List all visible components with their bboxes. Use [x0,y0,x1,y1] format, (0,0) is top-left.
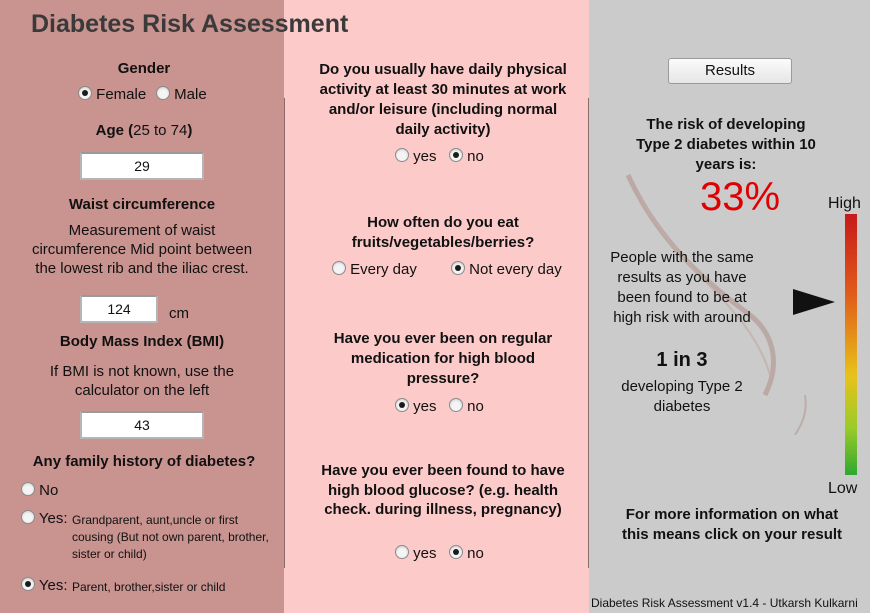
bp-no-label: no [467,398,484,415]
gender-female-radio[interactable] [78,86,92,100]
glucose-no-option[interactable] [449,545,484,562]
family-yes1-detail: Grandparent, aunt,uncle or first cousing (But not own parent, brother, sister or child) [72,513,269,561]
bp-no-option[interactable] [449,398,484,415]
gender-male-option[interactable] [156,86,207,103]
family-yes1-option[interactable] [21,510,68,527]
waist-label: Waist circumference [68,196,216,213]
bp-yes-label: yes [413,398,437,415]
divider-left [284,98,285,568]
results-button[interactable]: Results [668,58,792,84]
fruits-everyday-radio[interactable] [332,261,346,275]
glucose-yes-label: yes [413,545,437,562]
risk-ratio: 1 in 3 [656,349,708,371]
bp-no-radio[interactable] [449,398,463,412]
gender-male-radio[interactable] [156,86,170,100]
bmi-label: Body Mass Index (BMI) [59,333,225,350]
meter-low-label: Low [828,480,858,497]
glucose-no-label: no [467,545,484,562]
bp-question: Have you ever been on regular medication for high blood pressure? [333,330,553,387]
waist-unit: cm [169,305,189,322]
activity-no-radio[interactable] [449,148,463,162]
family-no-label: No [39,482,59,499]
bp-yes-radio[interactable] [395,398,409,412]
family-yes1-radio[interactable] [21,510,35,524]
activity-no-option[interactable] [449,148,484,165]
bmi-description: If BMI is not known, use the calculator on the left [49,363,235,399]
fruits-everyday-label: Every day [350,261,417,278]
glucose-yes-option[interactable] [395,545,437,562]
family-no-option[interactable] [21,482,58,499]
family-yes2-label: Yes: [38,577,68,594]
fruits-noteveryday-radio[interactable] [451,261,465,275]
glucose-question: Have you ever been found to have high blood glucose? (e.g. health check. during illness, pregnancy) [321,462,565,518]
age-label-bold: Age ( [95,122,134,139]
activity-no-label: no [467,148,484,165]
gender-male-label: Male [174,86,207,103]
risk-percent[interactable]: 33% [699,175,781,219]
footer-version: Diabetes Risk Assessment v1.4 - Utkarsh Kulkarni [591,596,858,610]
risk-pointer-arrow-icon [793,289,835,315]
bp-yes-option[interactable] [395,398,437,415]
fruits-noteveryday-label: Not every day [469,261,562,278]
gender-female-label: Female [96,86,147,103]
family-yes2-detail: Parent, brother,sister or child [72,580,226,594]
age-input[interactable]: 29 [80,152,204,180]
family-yes2-radio[interactable] [21,577,35,591]
fruits-noteveryday-option[interactable] [451,261,562,278]
risk-meter [845,214,857,475]
family-yes2-option[interactable] [21,577,68,594]
divider-right [588,98,589,568]
more-info-text[interactable]: For more information on what this means click on your result [621,506,843,543]
waist-description: Measurement of waist circumference Mid point between the lowest rib and the iliac crest. [31,222,253,277]
activity-yes-label: yes [413,148,437,165]
activity-yes-option[interactable] [395,148,437,165]
meter-high-label: High [828,195,861,212]
waist-input[interactable]: 124 [80,295,158,323]
results-explanation: People with the same results as you have been found to be at high risk with around [610,249,754,326]
fruits-everyday-option[interactable] [332,261,417,278]
family-label: Any family history of diabetes? [32,453,256,470]
glucose-yes-radio[interactable] [395,545,409,559]
fruits-question: How often do you eat fruits/vegetables/berries? [351,214,535,251]
family-no-radio[interactable] [21,482,35,496]
age-label [0,122,288,139]
results-heading: The risk of developing Type 2 diabetes within 10 years is: [636,116,816,173]
gender-female-option[interactable] [78,86,146,103]
activity-question: Do you usually have daily physical activity at least 30 minutes at work and/or leisure (including normal daily activity) [319,61,567,138]
glucose-no-radio[interactable] [449,545,463,559]
app-title: Diabetes Risk Assessment [31,10,349,38]
results-explanation-2: developing Type 2 diabetes [621,378,743,415]
family-yes1-label: Yes: [38,510,68,527]
gender-label: Gender [117,60,171,77]
age-range: 25 to 74 [133,122,188,139]
activity-yes-radio[interactable] [395,148,409,162]
bmi-input[interactable]: 43 [80,411,204,439]
age-label-end: ) [187,122,193,139]
